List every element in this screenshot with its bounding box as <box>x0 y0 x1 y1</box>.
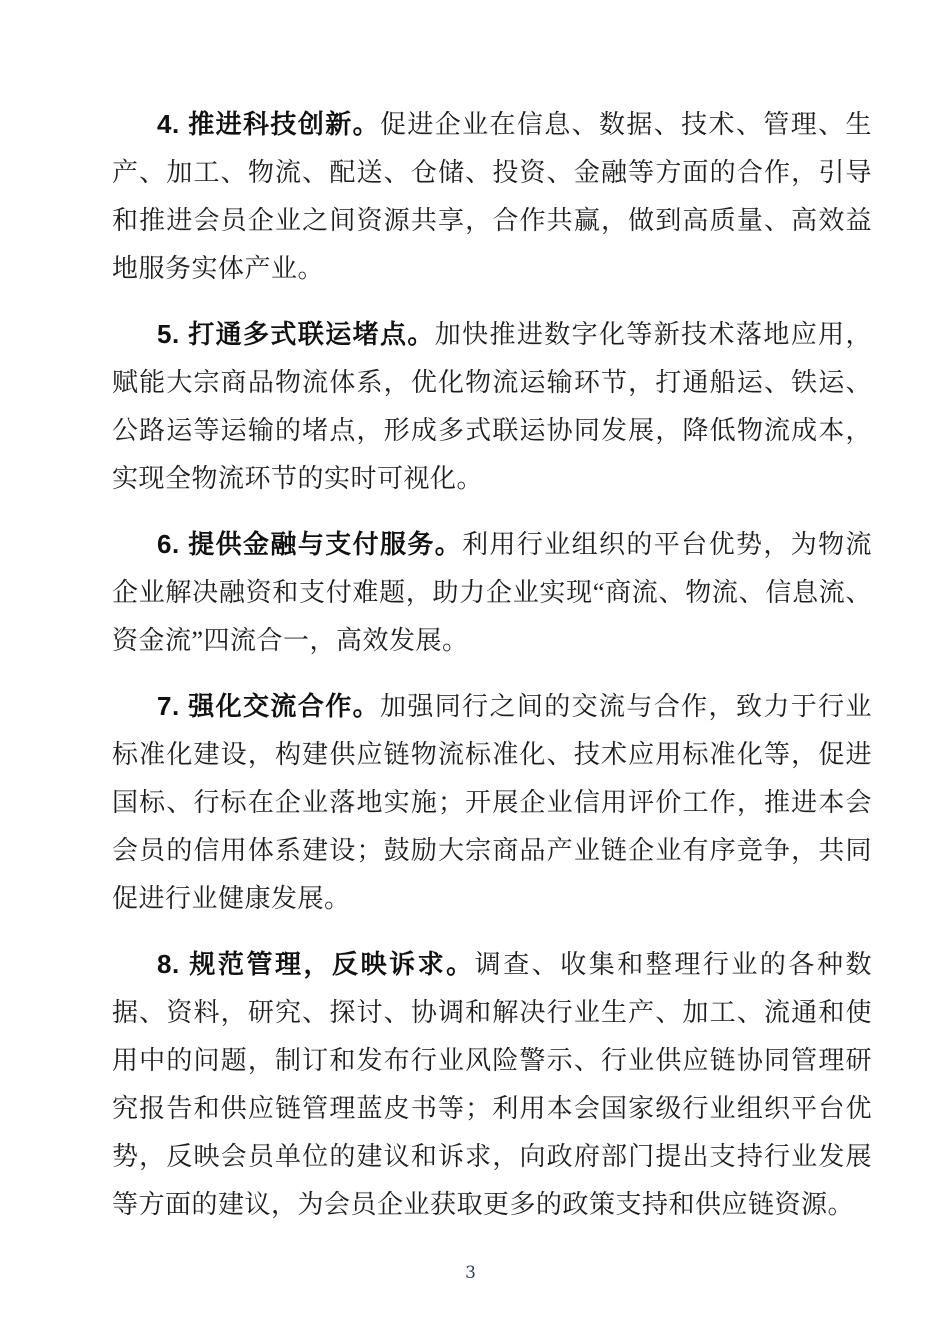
paragraph-item-8 <box>112 940 872 1229</box>
paragraph-item-5 <box>112 310 872 503</box>
paragraph-item-7 <box>112 682 872 923</box>
paragraph-heading-6: 6. 提供金融与支付服务。 <box>157 529 463 559</box>
page-number: 3 <box>465 1263 476 1283</box>
paragraph-text-5: 加快推进数字化等新技术落地应用，赋能大宗商品物流体系，优化物流运输环节，打通船运、铁运、公路运等运输的堵点，形成多式联运协同发展，降低物流成本，实现全物流环节的实时可视化。 <box>112 320 872 493</box>
paragraph-text-7: 加强同行之间的交流与合作，致力于行业标准化建设，构建供应链物流标准化、技术应用标准化等，促进国标、行标在企业落地实施；开展企业信用评价工作，推进本会会员的信用体系建设；鼓励大宗商品产业链企业有序竞争，共同促进行业健康发展。 <box>112 692 872 913</box>
paragraph-text-8: 调查、收集和整理行业的各种数据、资料，研究、探讨、协调和解决行业生产、加工、流通和使用中的问题，制订和发布行业风险警示、行业供应链协同管理研究报告和供应链管理蓝皮书等；利用本会国家级行业组织平台优势，反映会员单位的建议和诉求，向政府部门提出支持行业发展等方面的建议，为会员企业获取更多的政策支持和供应链资源。 <box>112 950 872 1219</box>
paragraph-heading-4: 4. 推进科技创新。 <box>157 109 380 139</box>
paragraph-text-4: 促进企业在信息、数据、技术、管理、生产、加工、物流、配送、仓储、投资、金融等方面的合作，引导和推进会员企业之间资源共享，合作共赢，做到高质量、高效益地服务实体产业。 <box>112 110 872 283</box>
paragraph-item-6 <box>112 520 872 665</box>
document-body <box>112 100 872 1246</box>
paragraph-text-6: 利用行业组织的平台优势，为物流企业解决融资和支付难题，助力企业实现“商流、物流、信息流、资金流”四流合一，高效发展。 <box>112 530 872 655</box>
paragraph-heading-8: 8. 规范管理，反映诉求。 <box>157 949 475 979</box>
paragraph-heading-7: 7. 强化交流合作。 <box>157 691 380 721</box>
paragraph-item-4 <box>112 100 872 293</box>
paragraph-heading-5: 5. 打通多式联运堵点。 <box>157 319 435 349</box>
